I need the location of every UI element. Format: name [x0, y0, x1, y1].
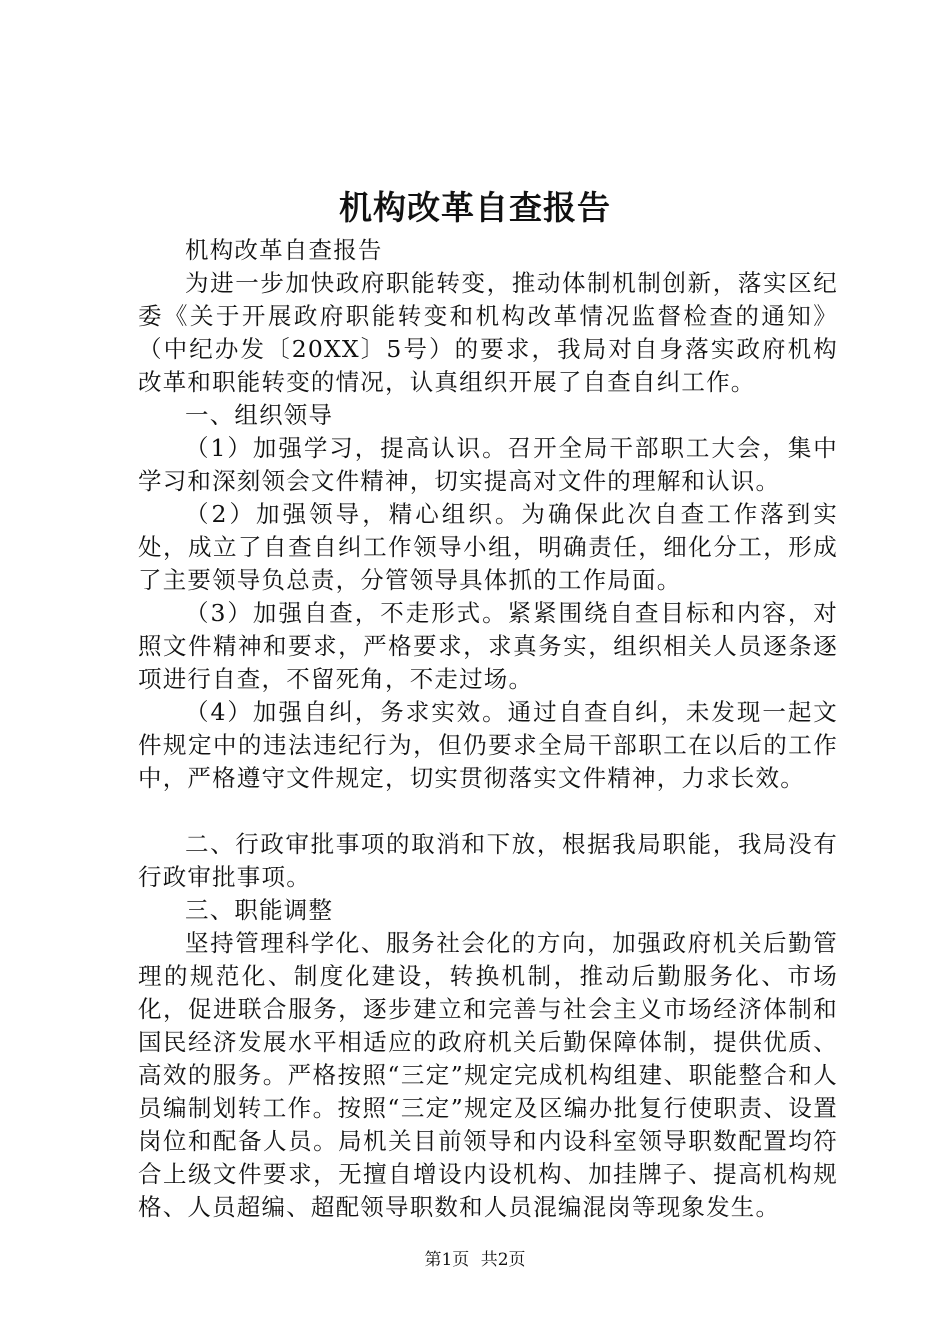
document-body [138, 234, 838, 1224]
page-number: 第1页 [424, 1250, 470, 1270]
item-paragraph-3: （3）加强自查，不走形式。紧紧围绕自查目标和内容，对照文件精神和要求，严格要求，求真务实，组织相关人员逐条逐项进行自查，不留死角，不走过场。 [138, 599, 838, 693]
functions-paragraph: 坚持管理科学化、服务社会化的方向，加强政府机关后勤管理的规范化、制度化建设，转换机制，推动后勤服务化、市场化，促进联合服务，逐步建立和完善与社会主义市场经济体制和国民经济发展水平相适应的政府机关后勤保障体制，提供优质、高效的服务。严格按照“三定”规定完成机构组建、职能整合和人员编制划转工作。按照“三定”规定及区编办批复行使职责、设置岗位和配备人员。局机关目前领导和内设科室领导职数配置均符合上级文件要求，无擅自增设内设机构、加挂牌子、提高机构规格、人员超编、超配领导职数和人员混编混岗等现象发生。 [138, 929, 838, 1221]
item-paragraph-4: （4）加强自纠，务求实效。通过自查自纠，未发现一起文件规定中的违法违纪行为，但仍要求全局干部职工在以后的工作中，严格遵守文件规定，切实贯彻落实文件精神，力求长效。 [138, 698, 838, 792]
item-paragraph-1: （1）加强学习，提高认识。召开全局干部职工大会，集中学习和深刻领会文件精神，切实提高对文件的理解和认识。 [138, 434, 838, 495]
intro-paragraph: 为进一步加快政府职能转变，推动体制机制创新，落实区纪委《关于开展政府职能转变和机构改革情况监督检查的通知》（中纪办发〔20XX〕5号）的要求，我局对自身落实政府机构改革和职能转变的情况，认真组织开展了自查自纠工作。 [138, 269, 838, 396]
item-paragraph-2: （2）加强领导，精心组织。为确保此次自查工作落到实处，成立了自查自纠工作领导小组，明确责任，细化分工，形成了主要领导负总责，分管领导具体抓的工作局面。 [138, 500, 838, 594]
section-heading-functions: 三、职能调整 [185, 896, 334, 924]
body-subtitle: 机构改革自查报告 [185, 236, 383, 264]
section-heading-organization: 一、组织领导 [185, 401, 334, 429]
page-total: 共2页 [480, 1250, 526, 1270]
document-title: 机构改革自查报告 [339, 188, 611, 227]
section-paragraph-approval: 二、行政审批事项的取消和下放，根据我局职能，我局没有行政审批事项。 [138, 830, 838, 891]
paragraph-spacer [138, 795, 838, 828]
page-footer [0, 1245, 950, 1270]
